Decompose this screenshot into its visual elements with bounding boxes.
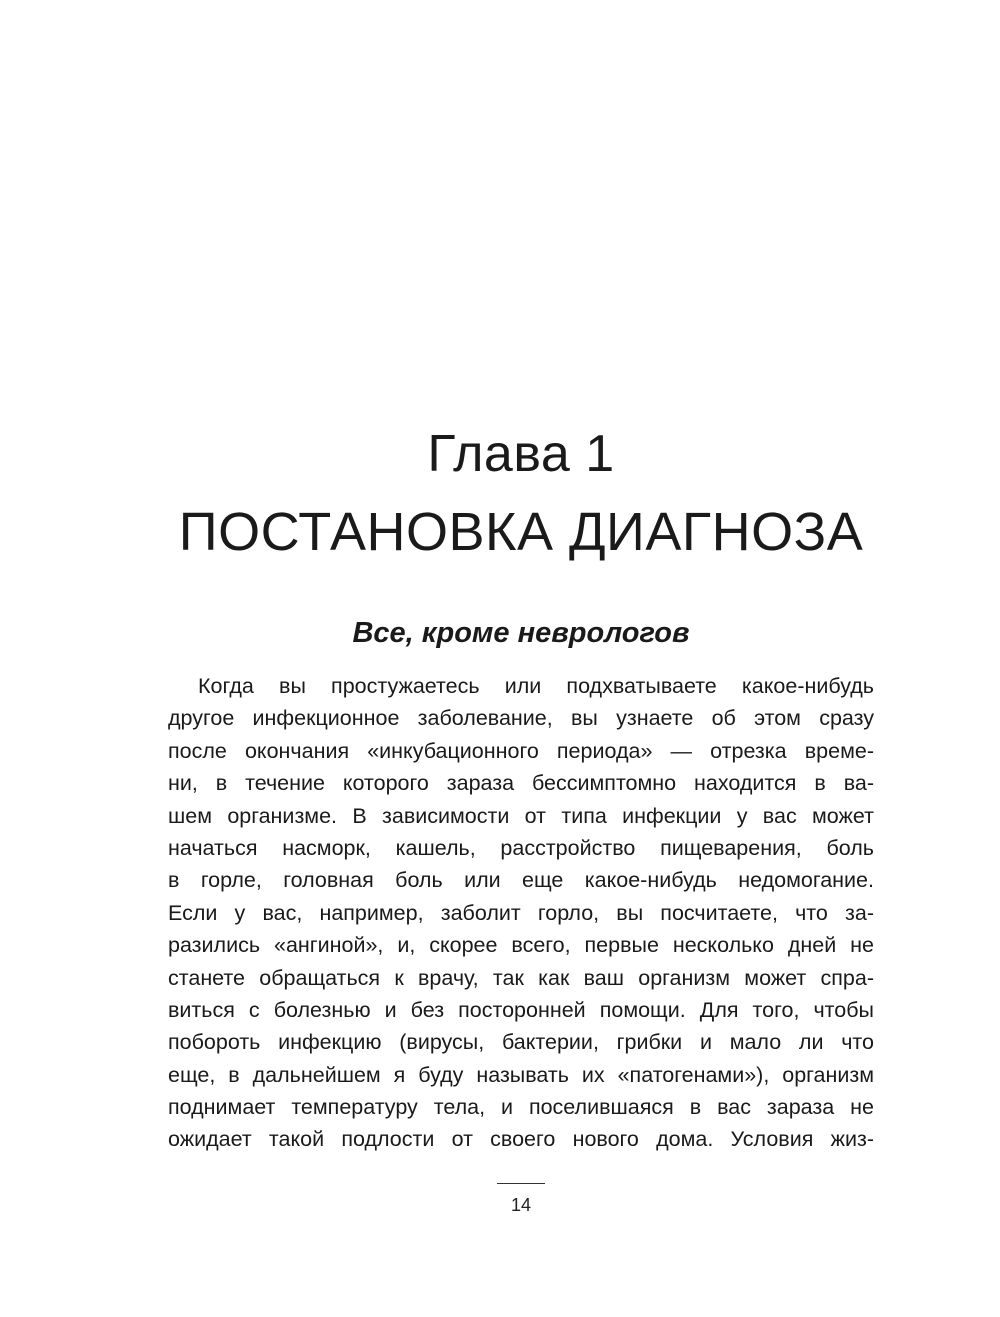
section-heading: Все, кроме неврологов [352, 617, 690, 649]
text-line: после окончания «инкубационного периода» — отрезка време- [168, 738, 874, 763]
text-line: шем организме. В зависимости от типа инфекции у вас может [168, 803, 874, 828]
text-line: Если у вас, например, заболит горло, вы посчитаете, что за- [168, 900, 874, 925]
text-line: начаться насморк, кашель, расстройство пищеварения, боль [168, 835, 874, 860]
chapter-title: ПОСТАНОВКА ДИАГНОЗА [178, 502, 864, 562]
chapter-number: Глава 1 [427, 425, 615, 483]
text-line: ни, в течение которого зараза бессимптомно находится в ва- [168, 771, 874, 796]
text-line: побороть инфекцию (вирусы, бактерии, грибки и мало ли что [168, 1030, 874, 1055]
text-line: поднимает температуру тела, и поселившаяся в вас зараза не [168, 1095, 874, 1120]
text-line: Когда вы простужаетесь или подхватываете какое-нибудь [198, 674, 874, 698]
page-number: 14 [510, 1195, 532, 1215]
text-line: разились «ангиной», и, скорее всего, первые несколько дней не [168, 933, 874, 958]
body-paragraph [168, 670, 874, 1156]
text-line: другое инфекционное заболевание, вы узнаете об этом сразу [168, 706, 874, 731]
text-line: еще, в дальнейшем я буду называть их «патогенами»), организм [168, 1062, 874, 1087]
footer-divider [497, 1183, 545, 1184]
text-line: станете обращаться к врачу, так как ваш организм может спра- [168, 965, 874, 990]
text-line: виться с болезнью и без посторонней помощи. Для того, чтобы [168, 997, 874, 1022]
text-line: ожидает такой подлости от своего нового дома. Условия жиз- [168, 1127, 874, 1152]
text-line: в горле, головная боль или еще какое-нибудь недомогание. [168, 868, 874, 893]
